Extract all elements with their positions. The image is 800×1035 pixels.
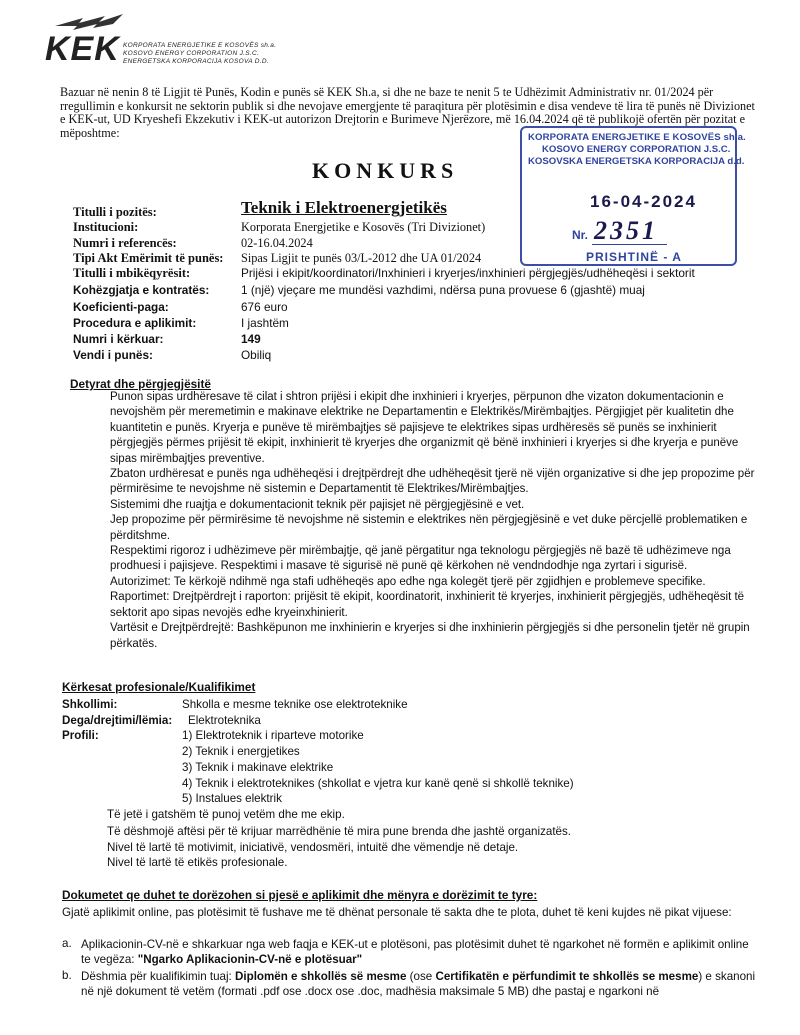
duty-paragraph: Respektimi rigoroz i udhëzimeve për mirëmbajtje, që janë përgatitur nga teknologu përgjegjës në bazë të udhëzimeve nga prodhuesi i pajisjeve. Respektimi i masave të sigurisë në punë që kërkohen në vendndodhje nga zyrtari i sigurisë. (110, 545, 731, 573)
place-value: Obiliq (241, 348, 272, 362)
supervisor-label: Titulli i mbikëqyrësit: (73, 266, 191, 280)
profile-label: Profili: (62, 729, 99, 742)
act-value: Sipas Ligjit te punës 03/L-2012 dhe UA 01/2024 (241, 251, 482, 265)
reference-label: Numri i referencës: (73, 236, 177, 250)
document-item-b-text-2: (ose (409, 970, 433, 983)
requirement-extra: Të jetë i gatshëm të punoj vetëm dhe me ekip. (107, 808, 345, 821)
kek-logo (45, 12, 275, 72)
stamp-underline (592, 244, 667, 245)
stamp-number: 2351 (594, 216, 658, 245)
duties-heading: Detyrat dhe përgjegjësitë (70, 377, 211, 391)
page-title: KONKURS (312, 158, 459, 183)
institution-label: Institucioni: (73, 220, 139, 234)
duty-paragraph: Raportimet: Drejtpërdrejt i raporton: prijësit të ekipit, koordinatorit, inxhinierit të kryerjes, inxhinierit përgjegjës, udhëheqësit të sektorit apo sipas nevojës edhe kryeinxhinierit. (110, 591, 745, 619)
stamp-line-3: KOSOVSKA ENERGETSKA KORPORACIJA d.d. (528, 156, 745, 167)
procedure-value: I jashtëm (241, 316, 289, 330)
branch-label: Dega/drejtimi/lëmia: (62, 714, 173, 727)
logo-caption-2: KOSOVO ENERGY CORPORATION J.S.C. (123, 50, 260, 57)
stamp-city: PRISHTINË - A (586, 250, 682, 264)
document-item-a-link-label: "Ngarko Aplikacionin-CV-në e plotësuar" (137, 953, 363, 966)
profile-item: 1) Elektroteknik i riparteve motorike (182, 729, 364, 742)
profile-item: 2) Teknik i energjetikes (182, 745, 300, 758)
stamp-date: 16-04-2024 (590, 192, 697, 211)
logo-caption-3: ENERGETSKA KORPORACIJA KOSOVA D.D. (123, 58, 270, 65)
document-item-b-bold-1: Diplomën e shkollës së mesme (235, 970, 407, 983)
branch-value: Elektroteknika (188, 714, 261, 727)
document-item-b (81, 969, 761, 999)
documents-heading: Dokumetet qe duhet te dorëzohen si pjesë e aplikimit dhe mënyra e dorëzimit te tyre: (62, 888, 538, 902)
count-value: 149 (241, 332, 261, 346)
document-item-b-text-1: Dëshmia për kualifikimin tuaj: (81, 970, 232, 983)
duty-paragraph: Sistemimi dhe ruajtja e dokumentacionit teknik për pajisjet në përgjegjësinë e vet. (110, 498, 525, 511)
place-label: Vendi i punës: (73, 348, 153, 362)
profile-item: 5) Instalues elektrik (182, 792, 282, 805)
document-item-b-bold-2: Certifikatën e përfundimit te shkollës se mesme (435, 970, 699, 983)
requirements-heading: Kërkesat profesionale/Kualifikimet (62, 680, 256, 694)
duration-value: 1 (një) vjeçare me mundësi vazhdimi, ndërsa puna provuese 6 (gjashtë) muaj (241, 283, 645, 297)
document-item-a (81, 937, 761, 967)
registry-stamp (520, 126, 746, 266)
salary-label: Koeficienti-paga: (73, 300, 169, 314)
duty-paragraph: Zbaton urdhëresat e punës nga udhëheqësi i drejtpërdrejt dhe udhëheqësit tjerë në vijën organizative si dhe jep propozime për përmirësime te nevojshme në sistemin e Departamentit të Elektrikes/Mirëmbajtjes. (110, 468, 755, 496)
duty-paragraph: Autorizimet: Te kërkojë ndihmë nga stafi udhëheqës apo edhe nga kolegët tjerë për zgjidhjen e problemeve specifike. (110, 575, 706, 588)
requirement-extra: Të dëshmojë aftësi për të krijuar marrëdhënie të mira pune brenda dhe jashtë organizatës. (107, 825, 572, 838)
requirement-extra: Nivel të lartë të motivimit, iniciativë, vendosmëri, intuitë dhe vëmendje në detaje. (107, 841, 519, 854)
duty-paragraph: Vartësit e Drejtpërdrejtë: Bashkëpunon me inxhinierin e kryerjes si dhe inxhinierin përgjegjës si dhe personelin tjetër në grupin përkatës. (110, 622, 750, 650)
logo-text: KEK (45, 30, 120, 68)
stamp-line-1: KORPORATA ENERGJETIKE E KOSOVËS sh.a. (528, 132, 746, 143)
documents-intro: Gjatë aplikimit online, pas plotësimit të fushave me të dhënat personale të sakta dhe te plota, duhet të keni kujdes në pikat vijuese: (62, 906, 732, 919)
list-marker: b. (62, 969, 72, 982)
reference-value: 02-16.04.2024 (241, 236, 313, 250)
document-item-a-text: Aplikacionin-CV-në e shkarkuar nga web faqja e KEK-ut e plotësoni, pas plotësimit duhet të ngarkohet në formën e aplikimit online te vegëza: (81, 938, 749, 966)
school-value: Shkolla e mesme teknike ose elektroteknike (182, 698, 408, 711)
procedure-label: Procedura e aplikimit: (73, 316, 197, 330)
profile-item: 4) Teknik i elektroteknikes (shkollat e vjetra kur kanë qenë si shkollë teknike) (182, 777, 574, 790)
duties-list (110, 390, 760, 652)
stamp-line-2: KOSOVO ENERGY CORPORATION J.S.C. (542, 144, 731, 155)
title-label: Titulli i pozitës: (73, 205, 157, 219)
act-label: Tipi Akt Emërimit të punës: (73, 251, 224, 265)
salary-value: 676 euro (241, 300, 288, 314)
logo-caption-1: KORPORATA ENERGJETIKE E KOSOVËS sh.a. (123, 42, 277, 49)
duration-label: Kohëzgjatja e kontratës: (73, 283, 210, 297)
profile-item: 3) Teknik i makinave elektrike (182, 761, 334, 774)
intro-paragraph: Bazuar në nenin 8 të Ligjit të Punës, Kodin e punës së KEK Sh.a, si dhe ne baze te nenit 5 te Udhëzimit Administrativ nr. 01/2024 për rregullimin e konkursit ne sektorin publik si dhe nevojave emergjente të paraqitura për plotësimin e disa vendeve të lira të punës në Divizionet e KEK-ut, UD Kryeshefi Ekzekutiv i KEK-ut autorizon Drejtorin e Burimeve Njerëzore, më 16.04.2024 që të publikojë ofertën për pozitat e mëposhtme: (60, 85, 755, 140)
institution-value: Korporata Energjetike e Kosovës (Tri Divizionet) (241, 220, 486, 234)
requirement-extra: Nivel të lartë të etikës profesionale. (107, 856, 288, 869)
document-item-b-text-3: ) e skanoni në një dokument të vetëm (formati .pdf ose .docx ose .doc, madhësia maksimale 5 MB) dhe pastaj e ngarkoni në (81, 970, 756, 998)
title-value: Teknik i Elektroenergjetikës (241, 198, 447, 217)
list-marker: a. (62, 937, 72, 950)
duty-paragraph: Jep propozime për përmirësime të nevojshme në sistemin e elektrikes nën përgjegjësinë e vet duke përcjellë problematiken e përditshme. (110, 514, 748, 542)
school-label: Shkollimi: (62, 698, 118, 711)
count-label: Numri i kërkuar: (73, 332, 164, 346)
stamp-nr-label: Nr. (572, 228, 589, 242)
duty-paragraph: Punon sipas urdhëresave të cilat i shtron prijësi i ekipit dhe inxhinieri i kryerjes, përpunon dhe vizaton dokumentacionin e nevojshëm për meremetimin e makinave elektrike ne Departamentin e Elektrikës/Mirëmbajtjes. Përgjigjet për kualitetin dhe kuantitetin e punës. Kryerja e punëve të mirëmbajtjes së pajisjeve te elektrikes sipas urdhëresës së punës se inxhinierit përgjegjës përmes prijësit të ekipit, inxhinierit të kryerjes dhe organizmit që bënë inxhinieri i kryerjes si dhe kryerja e punëve sipas mirëmbajtjes preventive. (110, 391, 739, 465)
supervisor-value: Prijësi i ekipit/koordinatori/Inxhinieri i kryerjes/inxhinieri përgjegjës/udhëheqësi i sektorit (241, 266, 695, 280)
